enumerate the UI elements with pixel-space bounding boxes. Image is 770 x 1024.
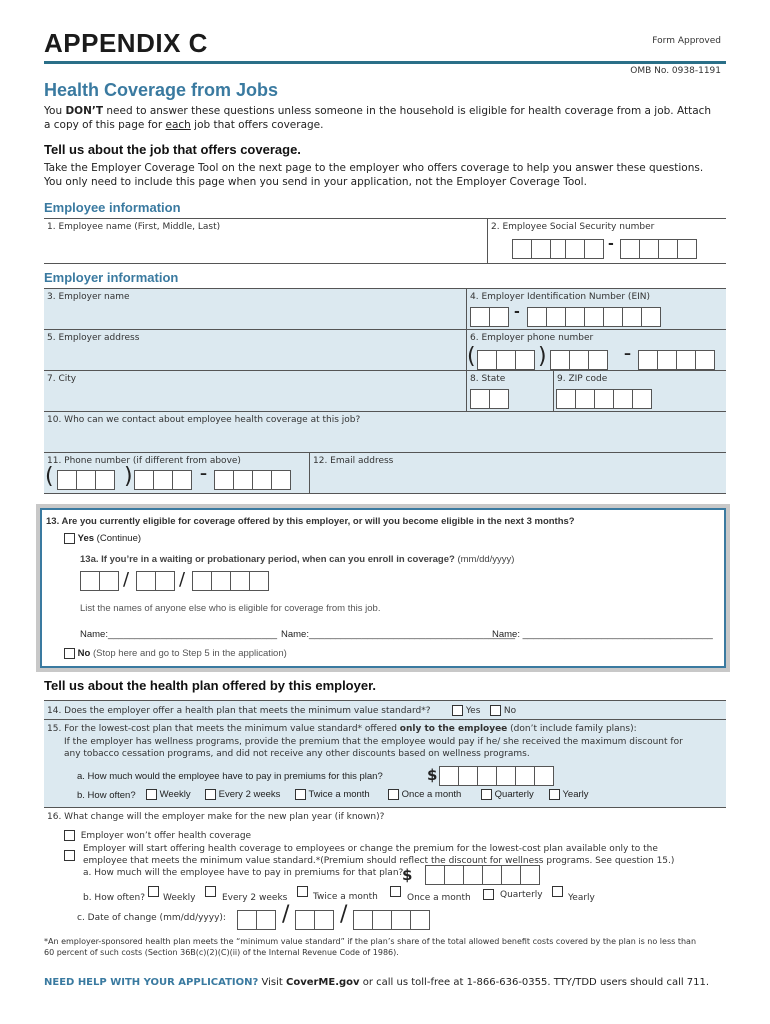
- ein-label: 4. Employer Identification Number (EIN): [470, 292, 651, 302]
- form-approved-label: Form Approved: [652, 36, 721, 46]
- zip-boxes[interactable]: [556, 389, 651, 409]
- q15b-twice-month[interactable]: Twice a month: [295, 789, 370, 800]
- employer-info-heading: Employer information: [44, 270, 179, 285]
- section-title: Health Coverage from Jobs: [44, 80, 279, 100]
- tell-job-heading: Tell us about the job that offers coverage.: [44, 142, 301, 157]
- q16c-year[interactable]: [353, 910, 429, 930]
- intro-text: You DON’T need to answer these questions unless someone in the household is eligible for health coverage from a job. Attach a copy of this page for each job that offers coverage.: [44, 105, 712, 131]
- q16b-quarterly-checkbox[interactable]: [483, 884, 494, 903]
- q15b-yearly[interactable]: Yearly: [549, 789, 589, 800]
- q16b-weekly-checkbox[interactable]: [148, 881, 159, 900]
- q16-opt1-checkbox[interactable]: [64, 830, 75, 841]
- q16b-yearly-checkbox[interactable]: [552, 881, 563, 900]
- q15-question: 15. For the lowest-cost plan that meets the minimum value standard* offered only to the employee (don’t include family plans): If the employer has wellness programs, provide the premium that the employee would pay if he/ she received the maximum discount for any tobacco cessation programs, and did not receive any other discounts based on wellness programs.: [47, 724, 683, 759]
- q16b-twice-month-checkbox[interactable]: [297, 881, 308, 900]
- ssn-part1[interactable]: [512, 239, 569, 259]
- contact-field[interactable]: 10. Who can we contact about employee health coverage at this job?: [47, 415, 361, 425]
- email-field[interactable]: 12. Email address: [313, 456, 394, 466]
- ssn-part3[interactable]: [620, 239, 696, 259]
- name-field-2[interactable]: Name:_______________________________________: [281, 629, 516, 640]
- q15a-question: a. How much would the employee have to pay in premiums for this plan?: [77, 771, 383, 782]
- q13-yes-option[interactable]: Yes (Continue): [64, 533, 141, 544]
- tell-job-text: Take the Employer Coverage Tool on the next page to the employer who offers coverage to help you answer these questions. You only need to include this page when you send in your application, not the Employer Coverage Tool.: [44, 162, 704, 188]
- q16b-every-2-weeks-checkbox[interactable]: [205, 881, 216, 900]
- q14-yes[interactable]: Yes: [452, 705, 480, 716]
- city-field[interactable]: 7. City: [47, 374, 77, 384]
- q16c-day[interactable]: [295, 910, 333, 930]
- q16-opt2-checkbox[interactable]: [64, 850, 75, 861]
- q16b-once-month-checkbox[interactable]: [390, 881, 401, 900]
- ein-part2[interactable]: [527, 307, 660, 327]
- header-rule: [44, 61, 726, 64]
- employer-phone-area[interactable]: [477, 350, 534, 370]
- q14-no[interactable]: No: [490, 705, 516, 716]
- q13a-day[interactable]: [136, 571, 174, 591]
- employer-address-field[interactable]: 5. Employer address: [47, 333, 140, 343]
- help-footer: NEED HELP WITH YOUR APPLICATION? Visit CoverME.gov or call us toll-free at 1-866-636-0355. TTY/TDD users should call 711.: [44, 977, 710, 988]
- name-field-3[interactable]: Name: ____________________________________: [492, 629, 713, 640]
- q16-opt1[interactable]: Employer won’t offer health coverage: [64, 830, 251, 841]
- q16-opt2[interactable]: Employer will start offering health coverage to employees or change the premium for the lowest-cost plan available only to the employee that meets the minimum value standard.*(Premium should reflect the discount for wellness programs. See question 15.): [83, 844, 675, 866]
- q15b-weekly[interactable]: Weekly: [146, 789, 191, 800]
- phone-11-line[interactable]: [214, 470, 290, 490]
- ssn-part2[interactable]: [565, 239, 603, 259]
- plan-heading: Tell us about the health plan offered by this employer.: [44, 678, 377, 693]
- employer-phone-line[interactable]: [638, 350, 714, 370]
- q13-list-instructions: List the names of anyone else who is eligible for coverage from this job.: [80, 603, 381, 614]
- ssn-field[interactable]: 2. Employee Social Security number: [487, 218, 726, 264]
- q16c-month[interactable]: [237, 910, 275, 930]
- q13a-year[interactable]: [192, 571, 268, 591]
- employer-name-field[interactable]: 3. Employer name: [47, 292, 130, 302]
- q15b-question: b. How often?: [77, 790, 136, 801]
- zip-label: 9. ZIP code: [557, 374, 608, 384]
- q14-question: 14. Does the employer offer a health plan that meets the minimum value standard*?: [47, 706, 431, 716]
- appendix-title: APPENDIX C: [44, 28, 208, 58]
- employee-info-heading: Employee information: [44, 200, 181, 215]
- q13-question: 13. Are you currently eligible for coverage offered by this employer, or will you become eligible in the next 3 months?: [46, 516, 575, 527]
- no-checkbox[interactable]: [64, 648, 75, 659]
- q14-yes-checkbox[interactable]: [452, 705, 463, 716]
- q16a-question: a. How much will the employee have to pay in premiums for that plan?: [83, 868, 404, 878]
- state-label: 8. State: [470, 374, 506, 384]
- state-boxes[interactable]: [470, 389, 508, 409]
- q13a-question: 13a. If you’re in a waiting or probationary period, when can you enroll in coverage? (mm/dd/yyyy): [80, 554, 515, 565]
- coverme-link[interactable]: CoverME.gov: [285, 977, 360, 988]
- q14-no-checkbox[interactable]: [490, 705, 501, 716]
- ssn-dash: -: [608, 236, 614, 252]
- phone-11-label: 11. Phone number (if different from above): [47, 456, 241, 466]
- q15b-quarterly[interactable]: Quarterly: [481, 789, 534, 800]
- employer-phone-prefix[interactable]: [550, 350, 607, 370]
- yes-checkbox[interactable]: [64, 533, 75, 544]
- ein-part1[interactable]: [470, 307, 508, 327]
- q15b-every-2-weeks[interactable]: Every 2 weeks: [205, 789, 280, 800]
- q15b-once-month[interactable]: Once a month: [388, 789, 461, 800]
- q15a-dollar: $: [427, 766, 438, 784]
- q15a-amount[interactable]: [439, 766, 553, 786]
- q13-no-option[interactable]: No (Stop here and go to Step 5 in the application): [64, 648, 287, 659]
- q16a-amount[interactable]: [425, 865, 539, 885]
- omb-number: OMB No. 0938-1191: [630, 66, 721, 76]
- name-field-1[interactable]: Name:________________________________: [80, 629, 278, 640]
- footnote: *An employer-sponsored health plan meets the “minimum value standard” if the plan’s share of the total allowed benefit costs covered by the plan is no less than 60 percent of such costs (Section 36B(c)(2)(C)(ii) of the Internal Revenue Code of 1986).: [44, 937, 697, 957]
- q13a-month[interactable]: [80, 571, 118, 591]
- q16-question: 16. What change will the employer make for the new plan year (if known)?: [47, 812, 385, 822]
- employer-phone-label: 6. Employer phone number: [470, 333, 594, 343]
- q16c-question: c. Date of change (mm/dd/yyyy):: [77, 913, 226, 923]
- employee-name-field[interactable]: 1. Employee name (First, Middle, Last): [44, 218, 487, 264]
- phone-11-prefix[interactable]: [134, 470, 191, 490]
- phone-11-area[interactable]: [57, 470, 114, 490]
- q16a-dollar: $: [402, 866, 413, 884]
- q16b-question: b. How often?: [83, 893, 145, 903]
